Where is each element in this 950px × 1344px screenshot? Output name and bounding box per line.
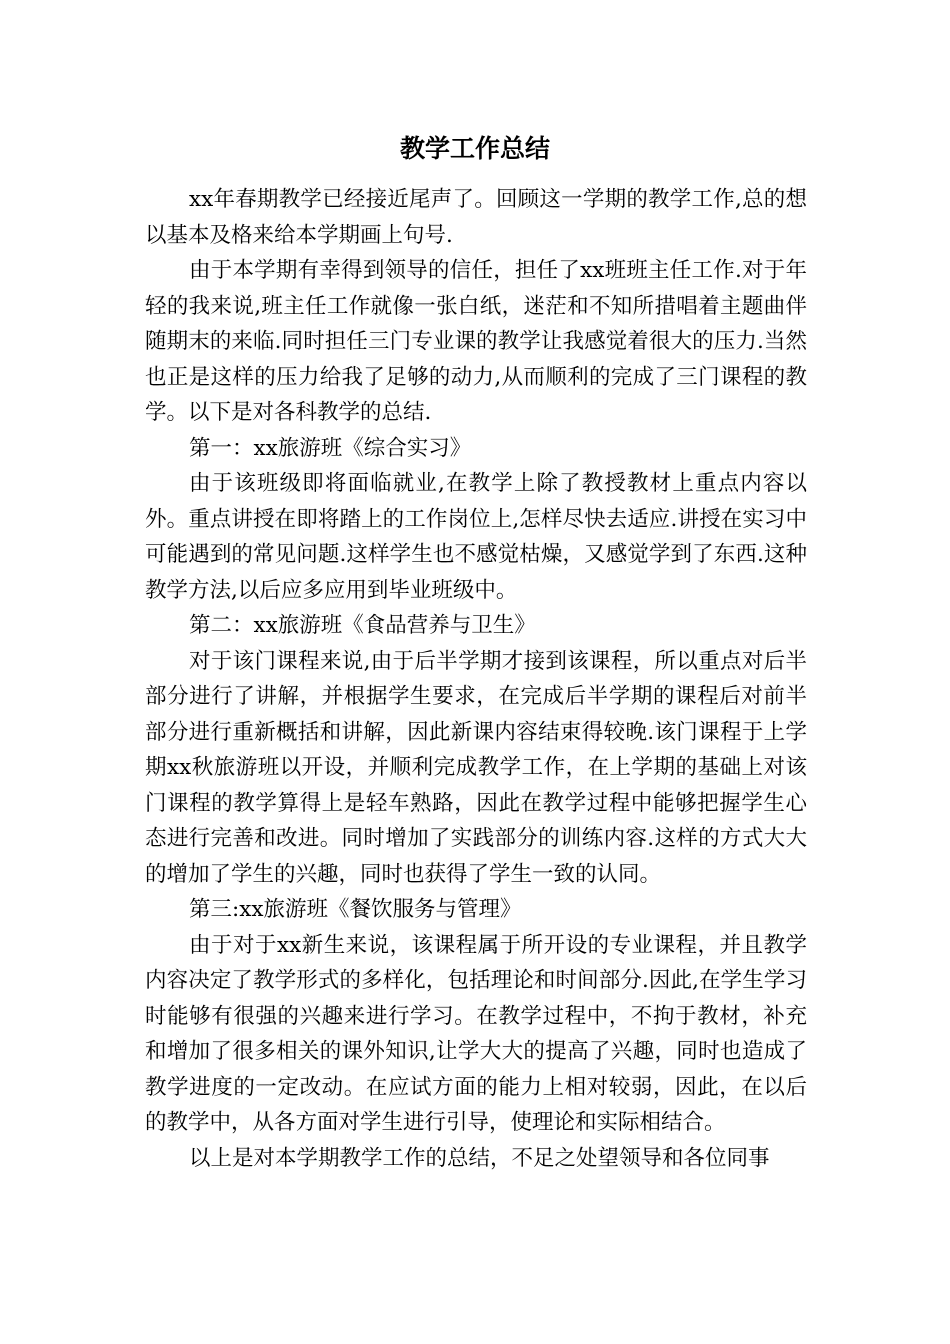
paragraph-closing: 以上是对本学期教学工作的总结，不足之处望领导和各位同事: [189, 1145, 770, 1171]
document-body: [145, 182, 807, 1176]
section-heading-1: 第一：xx旅游班《综合实习》: [189, 435, 472, 461]
paragraph-section-2: 对于该门课程来说,由于后半学期才接到该课程，所以重点对后半部分进行了讲解，并根据学生要求，在完成后半学期的课程后对前半部分进行重新概括和讲解，因此新课内容结束得较晚.该门课程于上学期xx秋旅游班以开设，并顺利完成教学工作，在上学期的基础上对该门课程的教学算得上是轻车熟路，因此在教学过程中能够把握学生心态进行完善和改进。同时增加了实践部分的训练内容.这样的方式大大的增加了学生的兴趣，同时也获得了学生一致的认同。: [145, 648, 807, 887]
document-title: 教学工作总结: [399, 134, 550, 163]
paragraph-section-1: 由于该班级即将面临就业,在教学上除了教授教材上重点内容以外。重点讲授在即将踏上的工作岗位上,怎样尽快去适应.讲授在实习中可能遇到的常见问题.这样学生也不感觉枯燥，又感觉学到了东西.这种教学方法,以后应多应用到毕业班级中。: [145, 471, 807, 603]
paragraph-class-teacher: 由于本学期有幸得到领导的信任，担任了xx班班主任工作.对于年轻的我来说,班主任工作就像一张白纸，迷茫和不知所措唱着主题曲伴随期末的来临.同时担任三门专业课的教学让我感觉着很大的压力.当然也正是这样的压力给我了足够的动力,从而顺利的完成了三门课程的教学。以下是对各科教学的总结.: [145, 258, 807, 425]
paragraph-intro: xx年春期教学已经接近尾声了。回顾这一学期的教学工作,总的想以基本及格来给本学期画上句号.: [145, 187, 807, 248]
section-heading-2: 第二：xx旅游班《食品营养与卫生》: [189, 613, 536, 638]
paragraph-section-3: 由于对于xx新生来说，该课程属于所开设的专业课程，并且教学内容决定了教学形式的多样化，包括理论和时间部分.因此,在学生学习时能够有很强的兴趣来进行学习。在教学过程中，不拘于教材，补充和增加了很多相关的课外知识,让学大大的提高了兴趣，同时也造成了教学进度的一定改动。在应试方面的能力上相对较弱，因此，在以后的教学中，从各方面对学生进行引导，使理论和实际相结合。: [145, 932, 807, 1135]
section-heading-3: 第三:xx旅游班《餐饮服务与管理》: [189, 897, 522, 922]
